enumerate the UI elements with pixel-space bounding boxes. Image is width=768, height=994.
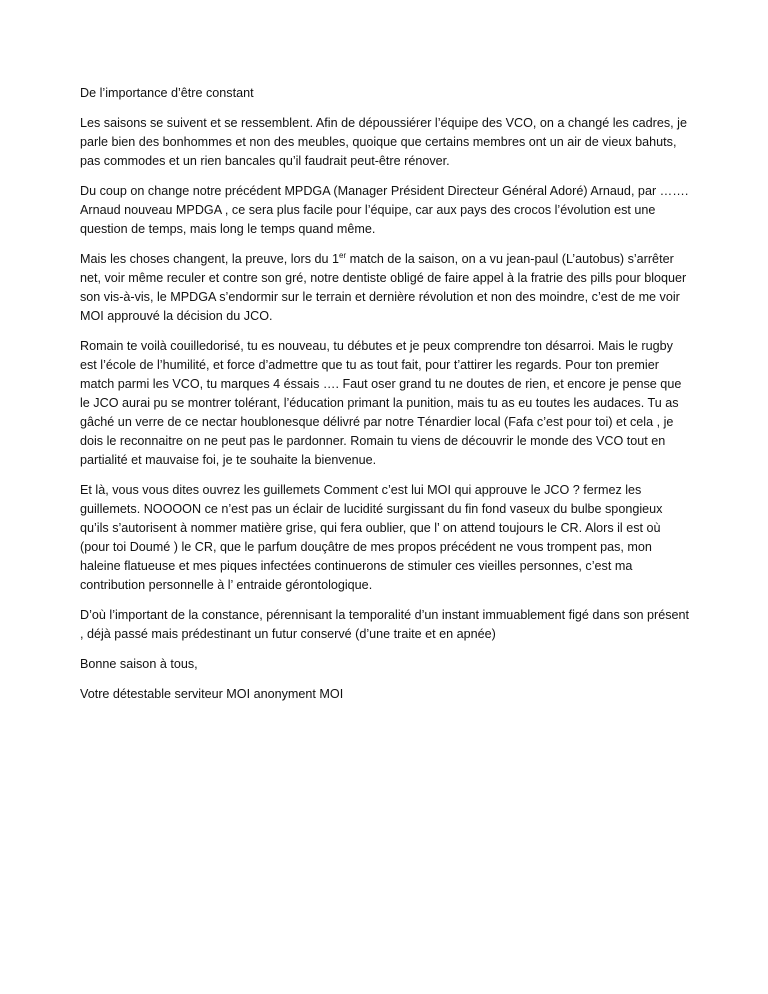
paragraph-1: Les saisons se suivent et se ressemblent. Afin de dépoussiérer l’équipe des VCO, on a changé les cadres, je parle bien des bonhommes et non des meubles, quoique que certains membres ont un air de vieux bahuts, pas commodes et un rien bancales qu’il faudrait peut-être rénover. xyxy=(80,116,687,168)
paragraph-3-end: match de la saison, on a vu jean-paul (L’autobus) s’arrêter net, voir même reculer et contre son gré, notre dentiste obligé de faire appel à la fratrie des pills pour bloquer son vis-à-vis, le MPDGA s’endormir sur le terrain et dernière révolution et non des moindre, c’est de me voir MOI approuvé la décision du JCO. xyxy=(80,252,687,323)
paragraph-6: D’où l’important de la constance, pérennisant la temporalité d’un instant immuablement figé dans son présent , déjà passé mais prédestinant un futur conservé (d’une traite et en apnée) xyxy=(80,608,690,641)
paragraph-2: Du coup on change notre précédent MPDGA (Manager Président Directeur Général Adoré) Arnaud, par ……. Arnaud nouveau MPDGA , ce sera plus facile pour l’équipe, car aux pays des crocos l’évolution est une question de temps, mais long le temps quand même. xyxy=(80,184,689,236)
paragraph-3-start: Mais les choses changent, la preuve, lors du 1 xyxy=(80,252,340,266)
paragraph-3 xyxy=(80,250,692,326)
closing-greeting: Bonne saison à tous, xyxy=(80,657,198,671)
paragraph-5: Et là, vous vous dites ouvrez les guillemets Comment c’est lui MOI qui approuve le JCO ? fermez les guillemets. NOOOON ce n’est pas un éclair de lucidité surgissant du fin fond vaseux du bulbe spongieux qu’ils s’autorisent à nommer matière grise, qui fera oublier, que l’ on attend toujours le CR. Alors il est où (pour toi Doumé ) le CR, que le parfum douçâtre de mes propos précédent ne vous trompent pas, mon haleine flatueuse et mes piques infectées continuerons de stimuler ces vieilles personnes, c’est ma contribution personnelle à l’ entraide gérontologique. xyxy=(80,483,663,592)
document-body xyxy=(80,84,692,715)
signature-line: Votre détestable serviteur MOI anonyment MOI xyxy=(80,687,344,701)
paragraph-4: Romain te voilà couilledorisé, tu es nouveau, tu débutes et je peux comprendre ton désarroi. Mais le rugby est l’école de l’humilité, et force d’admettre que tu as tout fait, pour t’attirer les regards. Pour ton premier match parmi les VCO, tu marques 4 éssais …. Faut oser grand tu ne doutes de rien, et encore je pense que le JCO aurai pu se montrer tolérant, l’éducation primant la punition, mais tu as eu toutes les audaces. Tu as gâché un verre de ce nectar houblonesque délivré par notre Ténardier local (Fafa c’est pour toi) et cela , je dois le reconnaitre on ne peut pas le pardonner. Romain tu viens de découvrir le monde des VCO tout en partialité et mauvaise foi, je te souhaite la bienvenue. xyxy=(80,339,682,467)
ordinal-superscript: er xyxy=(339,250,347,260)
document-title: De l’importance d’être constant xyxy=(80,86,254,100)
